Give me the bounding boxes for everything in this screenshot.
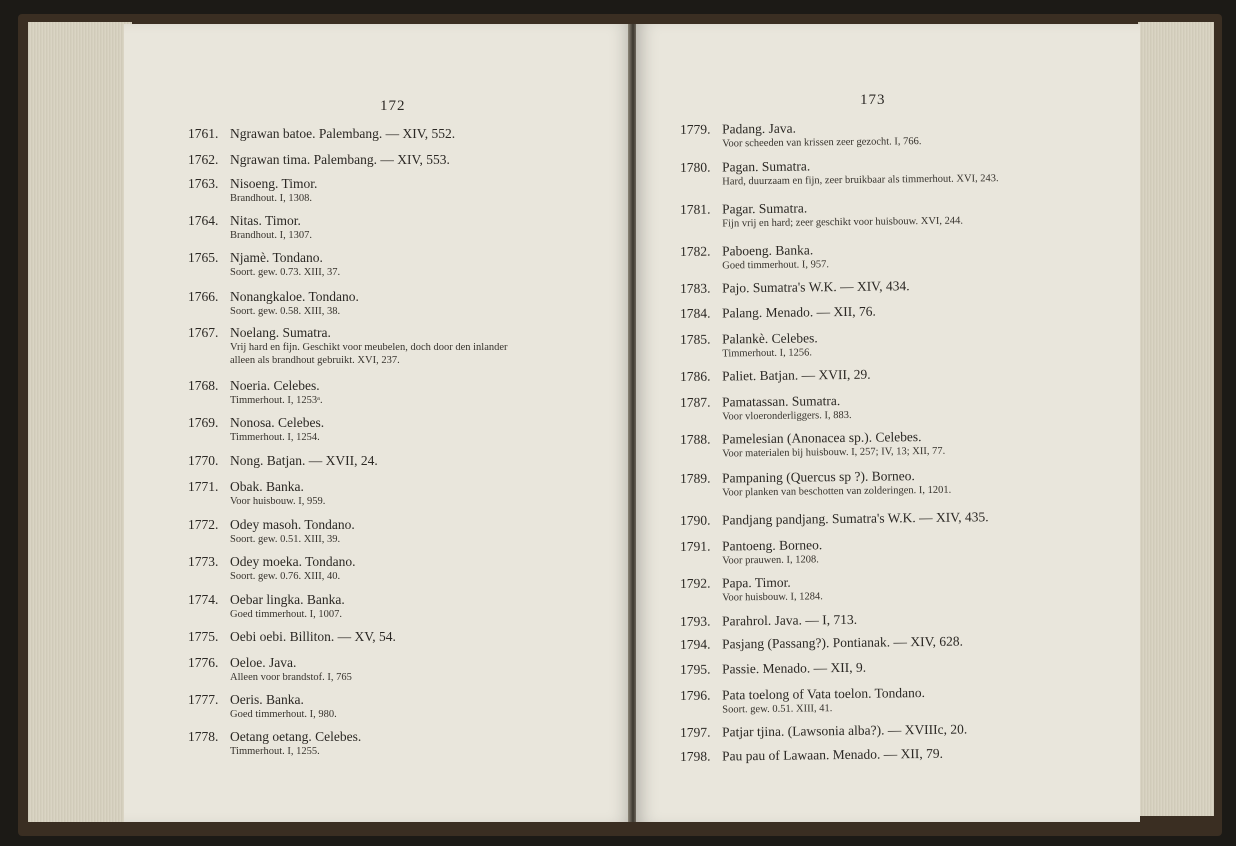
entry-1777: [188, 692, 337, 721]
entry-title: Paliet. Batjan. — XVII, 29.: [721, 366, 871, 384]
entry-1772: [188, 517, 355, 546]
entry-title: Oetang oetang. Celebes.: [230, 729, 362, 744]
entry-note: Hard, duurzaam en fijn, zeer bruikbaar als timmerhout. XVI, 243.: [722, 173, 999, 188]
entry-1775: [188, 629, 396, 645]
entry-title: Pandjang pandjang. Sumatra's W.K. — XIV, 435.: [721, 509, 989, 528]
entry-number: 1796.: [680, 687, 711, 703]
entry-title: Paboeng. Banka.: [721, 242, 814, 259]
entry-1765: [188, 250, 340, 279]
entry-note: Brandhout. I, 1307.: [230, 230, 312, 241]
entry-note: Soort. gew. 0.76. XIII, 40.: [230, 571, 341, 582]
entry-1785: [680, 330, 818, 361]
entry-1788: [680, 429, 945, 461]
entry-title: Nong. Batjan. — XVII, 24.: [230, 453, 378, 468]
entry-note: Voor prauwen. I, 1208.: [722, 554, 819, 567]
entry-1781: [680, 199, 963, 231]
entry-1778: [188, 729, 361, 758]
entry-note: alleen als brandhout gebruikt. XVI, 237.: [230, 355, 400, 366]
entry-number: 1788.: [680, 431, 711, 447]
entry-title: Oeris. Banka.: [230, 692, 304, 707]
entry-title: Patjar tjina. (Lawsonia alba?). — XVIIIc, 20.: [721, 721, 968, 740]
entry-1763: [188, 176, 317, 205]
entry-1795: [680, 660, 866, 678]
entry-number: 1777.: [188, 692, 219, 707]
entry-number: 1765.: [188, 250, 219, 265]
entry-title: Oebi oebi. Billiton. — XV, 54.: [230, 629, 396, 644]
entry-1789: [680, 468, 951, 500]
entry-number: 1776.: [188, 655, 219, 670]
entry-number: 1762.: [188, 152, 219, 167]
entry-note: Timmerhout. I, 1254.: [230, 432, 320, 443]
entry-title: Pamatassan. Sumatra.: [721, 393, 841, 410]
entry-number: 1781.: [680, 201, 711, 217]
entry-title: Pagan. Sumatra.: [721, 158, 811, 175]
entry-note: Soort. gew. 0.51. XIII, 41.: [722, 703, 833, 716]
entry-number: 1790.: [680, 512, 711, 528]
entry-title: Papa. Timor.: [721, 574, 791, 591]
entry-1796: [680, 685, 925, 717]
entry-number: 1793.: [680, 613, 711, 629]
entry-1780: [680, 156, 999, 189]
entry-1786: [680, 367, 871, 385]
entry-number: 1767.: [188, 325, 219, 340]
right-page-number: 173: [860, 92, 886, 108]
entry-number: 1775.: [188, 629, 219, 644]
entry-title: Obak. Banka.: [230, 479, 304, 494]
left-page-number: 172: [380, 98, 406, 114]
entry-number: 1770.: [188, 453, 219, 468]
entry-note: Vrij hard en fijn. Geschikt voor meubelen, doch door den inlander: [230, 342, 508, 353]
entry-note: Soort. gew. 0.73. XIII, 37.: [230, 267, 341, 278]
entry-title: Oebar lingka. Banka.: [230, 592, 345, 607]
entry-title: Ngrawan tima. Palembang. — XIV, 553.: [230, 152, 450, 167]
entry-note: Alleen voor brandstof. I, 765: [230, 672, 352, 683]
entry-title: Noelang. Sumatra.: [230, 325, 331, 340]
entry-1770: [188, 453, 378, 469]
entry-number: 1783.: [680, 280, 711, 296]
entry-number: 1768.: [188, 378, 219, 393]
entry-note: Timmerhout. I, 1253ᵃ.: [230, 395, 323, 406]
entry-1769: [188, 415, 324, 444]
entry-number: 1771.: [188, 479, 219, 494]
entry-number: 1795.: [680, 661, 711, 677]
entry-note: Goed timmerhout. I, 980.: [230, 709, 337, 720]
entry-title: Njamè. Tondano.: [230, 250, 323, 265]
entry-1794: [680, 634, 963, 653]
entry-number: 1787.: [680, 394, 711, 410]
entry-number: 1782.: [680, 243, 711, 259]
entry-1773: [188, 554, 356, 583]
entry-number: 1785.: [680, 331, 711, 347]
entry-number: 1792.: [680, 575, 711, 591]
entry-title: Nonangkaloe. Tondano.: [230, 289, 359, 304]
entry-1779: [680, 119, 922, 151]
entry-1797: [680, 721, 967, 741]
right-page: [636, 24, 1140, 822]
entry-1791: [680, 537, 822, 568]
entry-1784: [680, 304, 876, 322]
entry-title: Oeloe. Java.: [230, 655, 297, 670]
entry-number: 1784.: [680, 305, 711, 321]
entry-1776: [188, 655, 352, 684]
left-page-edges: [28, 22, 132, 822]
entry-1767: [188, 325, 508, 367]
entry-1793: [680, 612, 857, 630]
entry-number: 1766.: [188, 289, 219, 304]
entry-1792: [680, 574, 823, 605]
entry-title: Pasjang (Passang?). Pontianak. — XIV, 628.: [721, 633, 964, 652]
entry-1766: [188, 289, 359, 318]
entry-1798: [680, 746, 943, 765]
entry-1774: [188, 592, 345, 621]
entry-1787: [680, 393, 852, 424]
entry-1783: [680, 278, 910, 297]
entry-note: Soort. gew. 0.51. XIII, 39.: [230, 534, 341, 545]
entry-number: 1773.: [188, 554, 219, 569]
entry-title: Odey masoh. Tondano.: [230, 517, 355, 532]
entry-number: 1761.: [188, 126, 219, 141]
entry-title: Nitas. Timor.: [230, 213, 301, 228]
entry-title: Pampaning (Quercus sp ?). Borneo.: [721, 468, 915, 486]
entry-number: 1780.: [680, 159, 711, 175]
entry-number: 1797.: [680, 724, 711, 740]
entry-title: Nonosa. Celebes.: [230, 415, 325, 430]
entry-1762: [188, 152, 450, 168]
entry-1790: [680, 509, 989, 529]
entry-1782: [680, 242, 829, 273]
entry-note: Timmerhout. I, 1256.: [722, 347, 813, 360]
entry-note: Voor huisbouw. I, 959.: [230, 496, 326, 507]
entry-title: Pantoeng. Borneo.: [721, 537, 823, 554]
entry-number: 1764.: [188, 213, 219, 228]
entry-number: 1778.: [188, 729, 219, 744]
entry-number: 1763.: [188, 176, 219, 191]
left-page: [124, 24, 632, 822]
entry-title: Nisoeng. Timor.: [230, 176, 318, 191]
entry-note: Goed timmerhout. I, 957.: [722, 259, 830, 272]
entry-note: Goed timmerhout. I, 1007.: [230, 609, 342, 620]
entry-note: Voor vloeronderliggers. I, 883.: [722, 409, 852, 423]
entry-note: Voor materialen bij huisbouw. I, 257; IV, 13; XII, 77.: [722, 445, 946, 460]
entry-title: Palankè. Celebes.: [721, 330, 818, 347]
entry-note: Voor huisbouw. I, 1284.: [722, 591, 823, 604]
entry-1768: [188, 378, 323, 407]
entry-title: Parahrol. Java. — I, 713.: [721, 611, 858, 629]
entry-title: Pau pau of Lawaan. Menado. — XII, 79.: [721, 745, 943, 764]
entry-number: 1791.: [680, 538, 711, 554]
entry-1764: [188, 213, 312, 242]
right-page-edges: [1138, 22, 1214, 816]
entry-note: Soort. gew. 0.58. XIII, 38.: [230, 306, 341, 317]
entry-title: Pamelesian (Anonacea sp.). Celebes.: [721, 429, 922, 447]
entry-title: Palang. Menado. — XII, 76.: [721, 303, 876, 321]
entry-title: Pata toelong of Vata toelon. Tondano.: [721, 685, 926, 703]
entry-number: 1769.: [188, 415, 219, 430]
entry-title: Padang. Java.: [721, 120, 797, 137]
entry-title: Noeria. Celebes.: [230, 378, 320, 393]
entry-note: Timmerhout. I, 1255.: [230, 746, 320, 757]
entry-number: 1772.: [188, 517, 219, 532]
entry-title: Passie. Menado. — XII, 9.: [721, 659, 867, 677]
entry-number: 1798.: [680, 748, 711, 764]
entry-1771: [188, 479, 325, 508]
entry-note: Voor scheeden van krissen zeer gezocht. I, 766.: [722, 136, 922, 150]
entry-number: 1789.: [680, 470, 711, 486]
entry-title: Pajo. Sumatra's W.K. — XIV, 434.: [721, 278, 910, 296]
entry-number: 1786.: [680, 368, 711, 384]
entry-note: Fijn vrij en hard; zeer geschikt voor huisbouw. XVI, 244.: [722, 215, 964, 230]
entry-title: Ngrawan batoe. Palembang. — XIV, 552.: [230, 126, 456, 141]
entry-note: Brandhout. I, 1308.: [230, 193, 312, 204]
entry-number: 1774.: [188, 592, 219, 607]
entry-1761: [188, 126, 455, 142]
entry-number: 1779.: [680, 121, 711, 137]
entry-number: 1794.: [680, 636, 711, 652]
entry-title: Pagar. Sumatra.: [721, 200, 808, 217]
entry-note: Voor planken van beschotten van zolderingen. I, 1201.: [722, 484, 952, 499]
entry-title: Odey moeka. Tondano.: [230, 554, 356, 569]
